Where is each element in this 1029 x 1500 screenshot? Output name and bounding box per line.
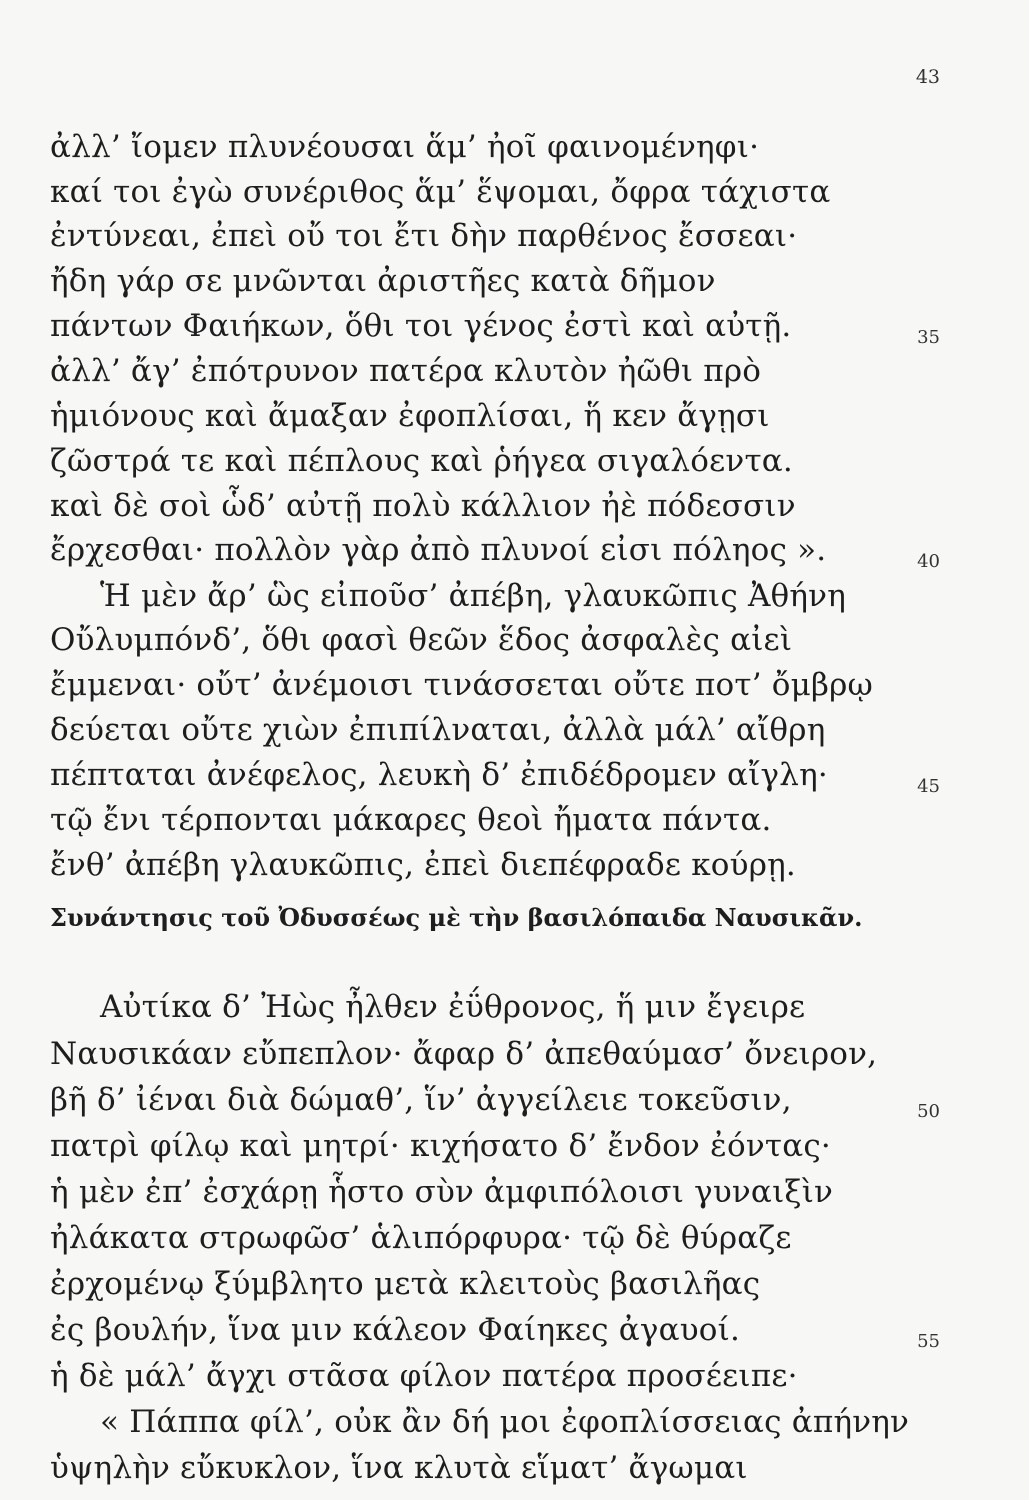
verse-line: ἔρχεσθαι· πολλὸν γὰρ ἀπὸ πλυνοί εἰσι πόληος ». bbox=[50, 532, 827, 568]
verse-line: « Πάππα φίλ’, οὐκ ἂν δή μοι ἐφοπλίσσειας ἀπήνην bbox=[100, 1404, 910, 1440]
verse-line: Ἡ μὲν ἄρ’ ὣς εἰποῦσ’ ἀπέβη, γλαυκῶπις Ἀθήνη bbox=[100, 578, 846, 614]
verse-line: ἐρχομένῳ ξύμβλητο μετὰ κλειτοὺς βασιλῆας bbox=[50, 1266, 761, 1302]
line-number: 45 bbox=[917, 776, 940, 797]
line-number: 50 bbox=[917, 1101, 940, 1122]
verse-line: ἠλάκατα στρωφῶσ’ ἁλιπόρφυρα· τῷ δὲ θύραζε bbox=[50, 1220, 792, 1256]
verse-line: δεύεται οὔτε χιὼν ἐπιπίλναται, ἀλλὰ μάλ’ αἴθρη bbox=[50, 712, 826, 748]
verse-line: ἡ μὲν ἐπ’ ἐσχάρῃ ἧστο σὺν ἀμφιπόλοισι γυναιξὶν bbox=[50, 1174, 834, 1210]
verse-line: ἔμμεναι· οὔτ’ ἀνέμοισι τινάσσεται οὔτε ποτ’ ὄμβρῳ bbox=[50, 667, 874, 703]
verse-line: καί τοι ἐγὼ συνέριθος ἅμ’ ἕψομαι, ὄφρα τάχιστα bbox=[50, 174, 831, 210]
verse-line: ἀλλ’ ἄγ’ ἐπότρυνον πατέρα κλυτὸν ἠῶθι πρὸ bbox=[50, 353, 762, 389]
verse-line: καὶ δὲ σοὶ ὧδ’ αὐτῇ πολὺ κάλλιον ἠὲ πόδεσσιν bbox=[50, 488, 796, 524]
verse-line: ἡμιόνους καὶ ἄμαξαν ἐφοπλίσαι, ἥ κεν ἄγῃσι bbox=[50, 398, 770, 434]
verse-line: τῷ ἔνι τέρπονται μάκαρες θεοὶ ἤματα πάντα. bbox=[50, 802, 772, 838]
verse-line: Οὔλυμπόνδ’, ὅθι φασὶ θεῶν ἕδος ἀσφαλὲς αἰεὶ bbox=[50, 622, 793, 658]
verse-line: πάντων Φαιήκων, ὅθι τοι γένος ἐστὶ καὶ αὐτῇ. bbox=[50, 308, 792, 344]
verse-line: πέπταται ἀνέφελος, λευκὴ δ’ ἐπιδέδρομεν αἴγλη· bbox=[50, 757, 828, 793]
section-heading: Συνάντησις τοῦ Ὀδυσσέως μὲ τὴν βασιλόπαιδα Ναυσικᾶν. bbox=[50, 903, 863, 932]
verse-line: ἔνθ’ ἀπέβη γλαυκῶπις, ἐπεὶ διεπέφραδε κούρῃ. bbox=[50, 847, 796, 883]
verse-line: βῆ δ’ ἰέναι διὰ δώμαθ’, ἵν’ ἀγγείλειε τοκεῦσιν, bbox=[50, 1082, 792, 1118]
verse-line: ὑψηλὴν εὔκυκλον, ἵνα κλυτὰ εἵματ’ ἄγωμαι bbox=[50, 1450, 748, 1486]
verse-line: Ναυσικάαν εὔπεπλον· ἄφαρ δ’ ἀπεθαύμασ’ ὄνειρον, bbox=[50, 1036, 878, 1072]
line-number: 55 bbox=[917, 1331, 940, 1352]
verse-line: ἐς βουλήν, ἵνα μιν κάλεον Φαίηκες ἀγαυοί. bbox=[50, 1312, 741, 1348]
verse-line: Αὐτίκα δ’ Ἠὼς ἦλθεν ἐΰθρονος, ἥ μιν ἔγειρε bbox=[100, 989, 806, 1025]
verse-line: ἀλλ’ ἴομεν πλυνέουσαι ἅμ’ ἠοῖ φαινομένηφι· bbox=[50, 129, 760, 165]
verse-line: ζῶστρά τε καὶ πέπλους καὶ ῥήγεα σιγαλόεντα. bbox=[50, 443, 793, 479]
line-number: 35 bbox=[917, 327, 940, 348]
verse-line: ἤδη γάρ σε μνῶνται ἀριστῆες κατὰ δῆμον bbox=[50, 263, 716, 299]
line-number: 40 bbox=[917, 551, 940, 572]
verse-line: πατρὶ φίλῳ καὶ μητρί· κιχήσατο δ’ ἔνδον ἐόντας· bbox=[50, 1128, 831, 1164]
verse-line: ἡ δὲ μάλ’ ἄγχι στᾶσα φίλον πατέρα προσέειπε· bbox=[50, 1358, 798, 1394]
verse-line: ἐντύνεαι, ἐπεὶ οὔ τοι ἔτι δὴν παρθένος ἔσσεαι· bbox=[50, 218, 798, 254]
page-number: 43 bbox=[915, 66, 940, 88]
